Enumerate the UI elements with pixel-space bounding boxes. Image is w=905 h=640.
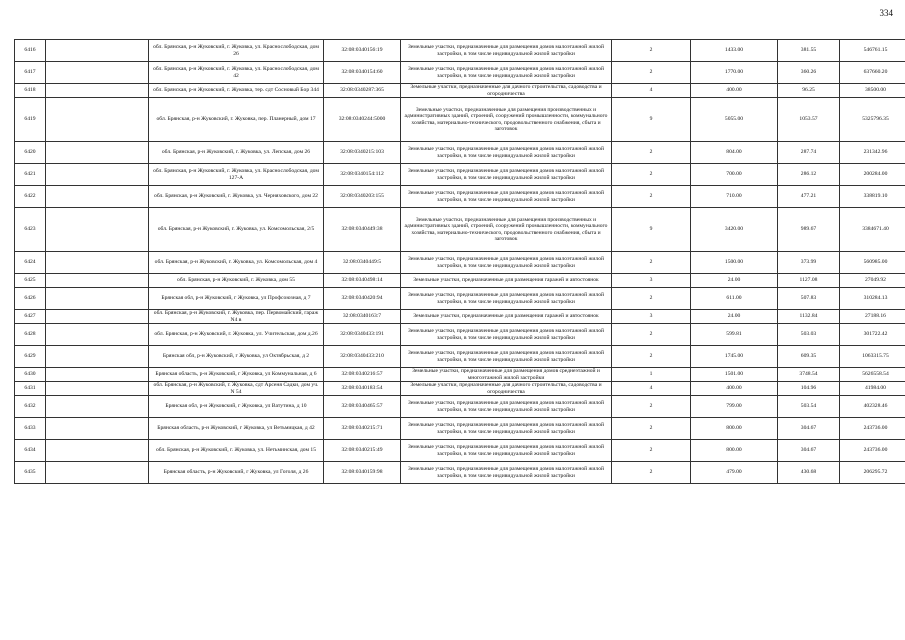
area-cell: 611.00 [691,288,778,310]
row-number-cell: 6433 [15,418,46,440]
area-cell: 800.00 [691,440,778,462]
row-number-cell: 6424 [15,252,46,274]
empty-cell [46,324,149,346]
empty-cell [46,396,149,418]
cadastral-value-cell: 243736.00 [840,418,905,440]
area-cell: 799.00 [691,396,778,418]
use-group-cell: 9 [612,208,691,252]
table-row [15,98,905,142]
address-cell: обл. Брянская, р-н Жуковский, г. Жуковка, пер. Планерный, дом 17 [149,98,324,142]
address-cell: обл. Брянская, р-н Жуковский, г. Жуковка, ул. Черняховского, дом 22 [149,186,324,208]
area-cell: 3420.00 [691,208,778,252]
empty-cell [46,186,149,208]
area-cell: 800.00 [691,418,778,440]
specific-value-cell: 503.03 [778,324,840,346]
cadastral-number-cell: 32:08:0340433:210 [324,346,401,368]
area-cell: 804.00 [691,142,778,164]
specific-value-cell: 286.12 [778,164,840,186]
row-number-cell: 6420 [15,142,46,164]
area-cell: 5055.00 [691,98,778,142]
table-row [15,252,905,274]
area-cell: 400.00 [691,84,778,98]
cadastral-value-cell: 1063315.75 [840,346,905,368]
row-number-cell: 6431 [15,382,46,396]
row-number-cell: 6432 [15,396,46,418]
table-row [15,368,905,382]
address-cell: обл. Брянская, р-н Жуковский, г. Жуковка, пер. Первомайский, гараж N4 в [149,310,324,324]
empty-cell [46,252,149,274]
empty-cell [46,418,149,440]
permitted-use-cell: Земельные участки, предназначенные для размещения домов малоэтажной жилой застройки, в том числе индивидуальной жилой застройки [401,462,612,484]
permitted-use-cell: Земельные участки, предназначенные для размещения домов малоэтажной жилой застройки, в том числе индивидуальной жилой застройки [401,418,612,440]
specific-value-cell: 609.35 [778,346,840,368]
table-row [15,462,905,484]
specific-value-cell: 503.54 [778,396,840,418]
row-number-cell: 6428 [15,324,46,346]
table-row [15,310,905,324]
empty-cell [46,346,149,368]
cadastral-number-cell: 32:08:0340433:191 [324,324,401,346]
use-group-cell: 2 [612,396,691,418]
use-group-cell: 9 [612,98,691,142]
cadastral-number-cell: 32:08:0340215:103 [324,142,401,164]
use-group-cell: 2 [612,288,691,310]
cadastral-value-cell: 560985.00 [840,252,905,274]
use-group-cell: 1 [612,368,691,382]
address-cell: обл. Брянская, р-н Жуковский, г. Жуковка, дом 55 [149,274,324,288]
area-cell: 710.00 [691,186,778,208]
table-body [15,40,905,484]
specific-value-cell: 1127.08 [778,274,840,288]
address-cell: обл. Брянская, р-н Жуковский, г. Жуковка, ул. Комсомольская, дом 4 [149,252,324,274]
cadastral-number-cell: 32:08:0340159:98 [324,462,401,484]
permitted-use-cell: Земельные участки, предназначенные для размещения домов малоэтажной жилой застройки, в том числе индивидуальной жилой застройки [401,164,612,186]
address-cell: обл. Брянская, р-н Жуковский, г. Жуковка, ул. Лепская, дом 26 [149,142,324,164]
row-number-cell: 6434 [15,440,46,462]
specific-value-cell: 304.67 [778,440,840,462]
address-cell: Брянская область, р-н Жуковский, г Жуковка, ул Ветьмицкая, д 42 [149,418,324,440]
land-plots-table [14,39,905,484]
cadastral-number-cell: 32:08:0340183:54 [324,382,401,396]
cadastral-value-cell: 200284.00 [840,164,905,186]
table-row [15,164,905,186]
use-group-cell: 3 [612,310,691,324]
cadastral-number-cell: 32:08:0340154:112 [324,164,401,186]
specific-value-cell: 373.99 [778,252,840,274]
address-cell: Брянская обл, р-н Жуковский, г Жуковка, ул Октябрьская, д 2 [149,346,324,368]
specific-value-cell: 989.67 [778,208,840,252]
specific-value-cell: 287.74 [778,142,840,164]
permitted-use-cell: Земельные участки, предназначенные для размещения производственных и административных зданий, строений, сооружений промышленности, коммунального хозяйства, материально-технического, продовольственного снабжения, сбыта и заготовок [401,98,612,142]
empty-cell [46,142,149,164]
table-row [15,62,905,84]
area-cell: 1745.00 [691,346,778,368]
specific-value-cell: 104.96 [778,382,840,396]
table-row [15,84,905,98]
row-number-cell: 6426 [15,288,46,310]
table-row [15,274,905,288]
permitted-use-cell: Земельные участки, предназначенные для размещения домов малоэтажной жилой застройки, в том числе индивидуальной жилой застройки [401,346,612,368]
use-group-cell: 2 [612,40,691,62]
empty-cell [46,208,149,252]
use-group-cell: 3 [612,274,691,288]
cadastral-value-cell: 5325796.35 [840,98,905,142]
address-cell: Брянская область, р-н Жуковский, г Жуковка, ул Гоголя, д 26 [149,462,324,484]
row-number-cell: 6421 [15,164,46,186]
empty-cell [46,462,149,484]
empty-cell [46,440,149,462]
empty-cell [46,40,149,62]
table-row [15,142,905,164]
row-number-cell: 6423 [15,208,46,252]
cadastral-value-cell: 243736.00 [840,440,905,462]
empty-cell [46,84,149,98]
use-group-cell: 2 [612,346,691,368]
row-number-cell: 6435 [15,462,46,484]
cadastral-number-cell: 32:08:0340156:19 [324,40,401,62]
empty-cell [46,274,149,288]
permitted-use-cell: Земельные участки, предназначенные для размещения домов малоэтажной жилой застройки, в том числе индивидуальной жилой застройки [401,186,612,208]
row-number-cell: 6425 [15,274,46,288]
area-cell: 479.00 [691,462,778,484]
cadastral-value-cell: 310284.13 [840,288,905,310]
specific-value-cell: 360.26 [778,62,840,84]
specific-value-cell: 381.55 [778,40,840,62]
cadastral-number-cell: 32:08:0340465:57 [324,396,401,418]
table-row [15,288,905,310]
cadastral-number-cell: 32:08:0340244:5000 [324,98,401,142]
permitted-use-cell: Земельные участки, предназначенные для дачного строительства, садоводства и огородничества [401,382,612,396]
permitted-use-cell: Земельные участки, предназначенные для размещения домов малоэтажной жилой застройки, в том числе индивидуальной жилой застройки [401,142,612,164]
specific-value-cell: 430.68 [778,462,840,484]
address-cell: обл. Брянская, р-н Жуковский, г. Жуковка, ул. Краснослободская, дом 42 [149,62,324,84]
permitted-use-cell: Земельные участки, предназначенные для размещения домов малоэтажной жилой застройки, в том числе индивидуальной жилой застройки [401,40,612,62]
specific-value-cell: 1132.84 [778,310,840,324]
use-group-cell: 2 [612,186,691,208]
cadastral-number-cell: 32:08:0340215:71 [324,418,401,440]
use-group-cell: 2 [612,252,691,274]
table-row [15,208,905,252]
cadastral-number-cell: 32:08:0340163:7 [324,310,401,324]
cadastral-value-cell: 206295.72 [840,462,905,484]
empty-cell [46,98,149,142]
area-cell: 1770.00 [691,62,778,84]
cadastral-number-cell: 32:08:0340216:57 [324,368,401,382]
table-row [15,186,905,208]
area-cell: 1500.00 [691,252,778,274]
permitted-use-cell: Земельные участки, предназначенные для размещения производственных и административных зданий, строений, сооружений промышленности, коммунального хозяйства, материально-технического, продовольственного снабжения, сбыта и заготовок [401,208,612,252]
permitted-use-cell: Земельные участки, предназначенные для размещения домов малоэтажной жилой застройки, в том числе индивидуальной жилой застройки [401,252,612,274]
table-row [15,382,905,396]
specific-value-cell: 96.25 [778,84,840,98]
address-cell: обл. Брянская, р-н Жуковский, г. Жуковка, ул. Комсомольская, 2/5 [149,208,324,252]
cadastral-value-cell: 3384671.40 [840,208,905,252]
cadastral-number-cell: 32:08:0340449:38 [324,208,401,252]
use-group-cell: 2 [612,324,691,346]
cadastral-value-cell: 546761.15 [840,40,905,62]
table-row [15,346,905,368]
cadastral-number-cell: 32:08:0340203:155 [324,186,401,208]
specific-value-cell: 507.83 [778,288,840,310]
row-number-cell: 6417 [15,62,46,84]
permitted-use-cell: Земельные участки, предназначенные для размещения домов малоэтажной жилой застройки, в том числе индивидуальной жилой застройки [401,440,612,462]
empty-cell [46,62,149,84]
row-number-cell: 6418 [15,84,46,98]
permitted-use-cell: Земельные участки, предназначенные для размещения домов малоэтажной жилой застройки, в том числе индивидуальной жилой застройки [401,396,612,418]
area-cell: 1501.00 [691,368,778,382]
cadastral-number-cell: 32:08:0340420:94 [324,288,401,310]
use-group-cell: 2 [612,62,691,84]
use-group-cell: 2 [612,142,691,164]
page-number: 334 [879,8,893,18]
cadastral-value-cell: 338819.10 [840,186,905,208]
permitted-use-cell: Земельные участки, предназначенные для размещения домов среднеэтажной и многоэтажной жилой застройки [401,368,612,382]
row-number-cell: 6429 [15,346,46,368]
row-number-cell: 6430 [15,368,46,382]
table-row [15,324,905,346]
use-group-cell: 2 [612,462,691,484]
cadastral-value-cell: 637660.20 [840,62,905,84]
address-cell: обл. Брянская, р-н Жуковский, г. Жуковка, ул. Учительская, дом д.26 [149,324,324,346]
permitted-use-cell: Земельные участки, предназначенные для дачного строительства, садоводства и огородничества [401,84,612,98]
table-row [15,418,905,440]
table-row [15,440,905,462]
address-cell: обл. Брянская, р-н Жуковский, г. Жуковка, сдт Арсеня Садки, дом уч. N 54 [149,382,324,396]
empty-cell [46,382,149,396]
use-group-cell: 4 [612,382,691,396]
use-group-cell: 2 [612,164,691,186]
permitted-use-cell: Земельные участки, предназначенные для размещения домов малоэтажной жилой застройки, в том числе индивидуальной жилой застройки [401,288,612,310]
address-cell: Брянская область, р-н Жуковский, г Жуковка, ул Коммунальная, д 6 [149,368,324,382]
use-group-cell: 4 [612,84,691,98]
area-cell: 24.00 [691,310,778,324]
row-number-cell: 6427 [15,310,46,324]
cadastral-number-cell: 32:08:0340154:60 [324,62,401,84]
permitted-use-cell: Земельные участки, предназначенные для размещения домов малоэтажной жилой застройки, в том числе индивидуальной жилой застройки [401,62,612,84]
address-cell: Брянская обл, р-н Жуковский, г Жуковка, ул Профсоюзная, д 7 [149,288,324,310]
empty-cell [46,310,149,324]
use-group-cell: 2 [612,440,691,462]
specific-value-cell: 1053.57 [778,98,840,142]
cadastral-value-cell: 402328.46 [840,396,905,418]
row-number-cell: 6422 [15,186,46,208]
area-cell: 24.00 [691,274,778,288]
row-number-cell: 6419 [15,98,46,142]
address-cell: обл. Брянская, р-н Жуковский, г. Жуковка, ул. Нетьминская, дом 15 [149,440,324,462]
table-row [15,40,905,62]
empty-cell [46,288,149,310]
row-number-cell: 6416 [15,40,46,62]
specific-value-cell: 477.21 [778,186,840,208]
cadastral-value-cell: 38500.00 [840,84,905,98]
cadastral-value-cell: 27188.16 [840,310,905,324]
cadastral-value-cell: 5626558.54 [840,368,905,382]
empty-cell [46,164,149,186]
cadastral-number-cell: 32:08:0340215:49 [324,440,401,462]
empty-cell [46,368,149,382]
permitted-use-cell: Земельные участки, предназначенные для размещения гаражей и автостоянок [401,310,612,324]
area-cell: 599.81 [691,324,778,346]
address-cell: обл. Брянская, р-н Жуковский, г. Жуковка, ул. Краснослободская, дом 127-А [149,164,324,186]
cadastral-value-cell: 301722.42 [840,324,905,346]
area-cell: 400.00 [691,382,778,396]
table-row [15,396,905,418]
address-cell: обл. Брянская, р-н Жуковский, г. Жуковка, ул. Краснослободская, дом 26 [149,40,324,62]
cadastral-number-cell: 32:08:0340498:14 [324,274,401,288]
permitted-use-cell: Земельные участки, предназначенные для размещения домов малоэтажной жилой застройки, в том числе индивидуальной жилой застройки [401,324,612,346]
address-cell: Брянская обл, р-н Жуковский, г Жуковка, ул Ватутина, д 10 [149,396,324,418]
cadastral-value-cell: 27049.92 [840,274,905,288]
cadastral-number-cell: 32:08:0340287:365 [324,84,401,98]
area-cell: 700.00 [691,164,778,186]
cadastral-value-cell: 231342.96 [840,142,905,164]
use-group-cell: 2 [612,418,691,440]
cadastral-value-cell: 41984.00 [840,382,905,396]
area-cell: 1433.00 [691,40,778,62]
specific-value-cell: 3748.54 [778,368,840,382]
permitted-use-cell: Земельные участки, предназначенные для размещения гаражей и автостоянок [401,274,612,288]
address-cell: обл. Брянская, р-н Жуковский, г. Жуковка, тер. сдт Сосновый Бор 344 [149,84,324,98]
specific-value-cell: 304.67 [778,418,840,440]
cadastral-number-cell: 32:08:0340449:5 [324,252,401,274]
